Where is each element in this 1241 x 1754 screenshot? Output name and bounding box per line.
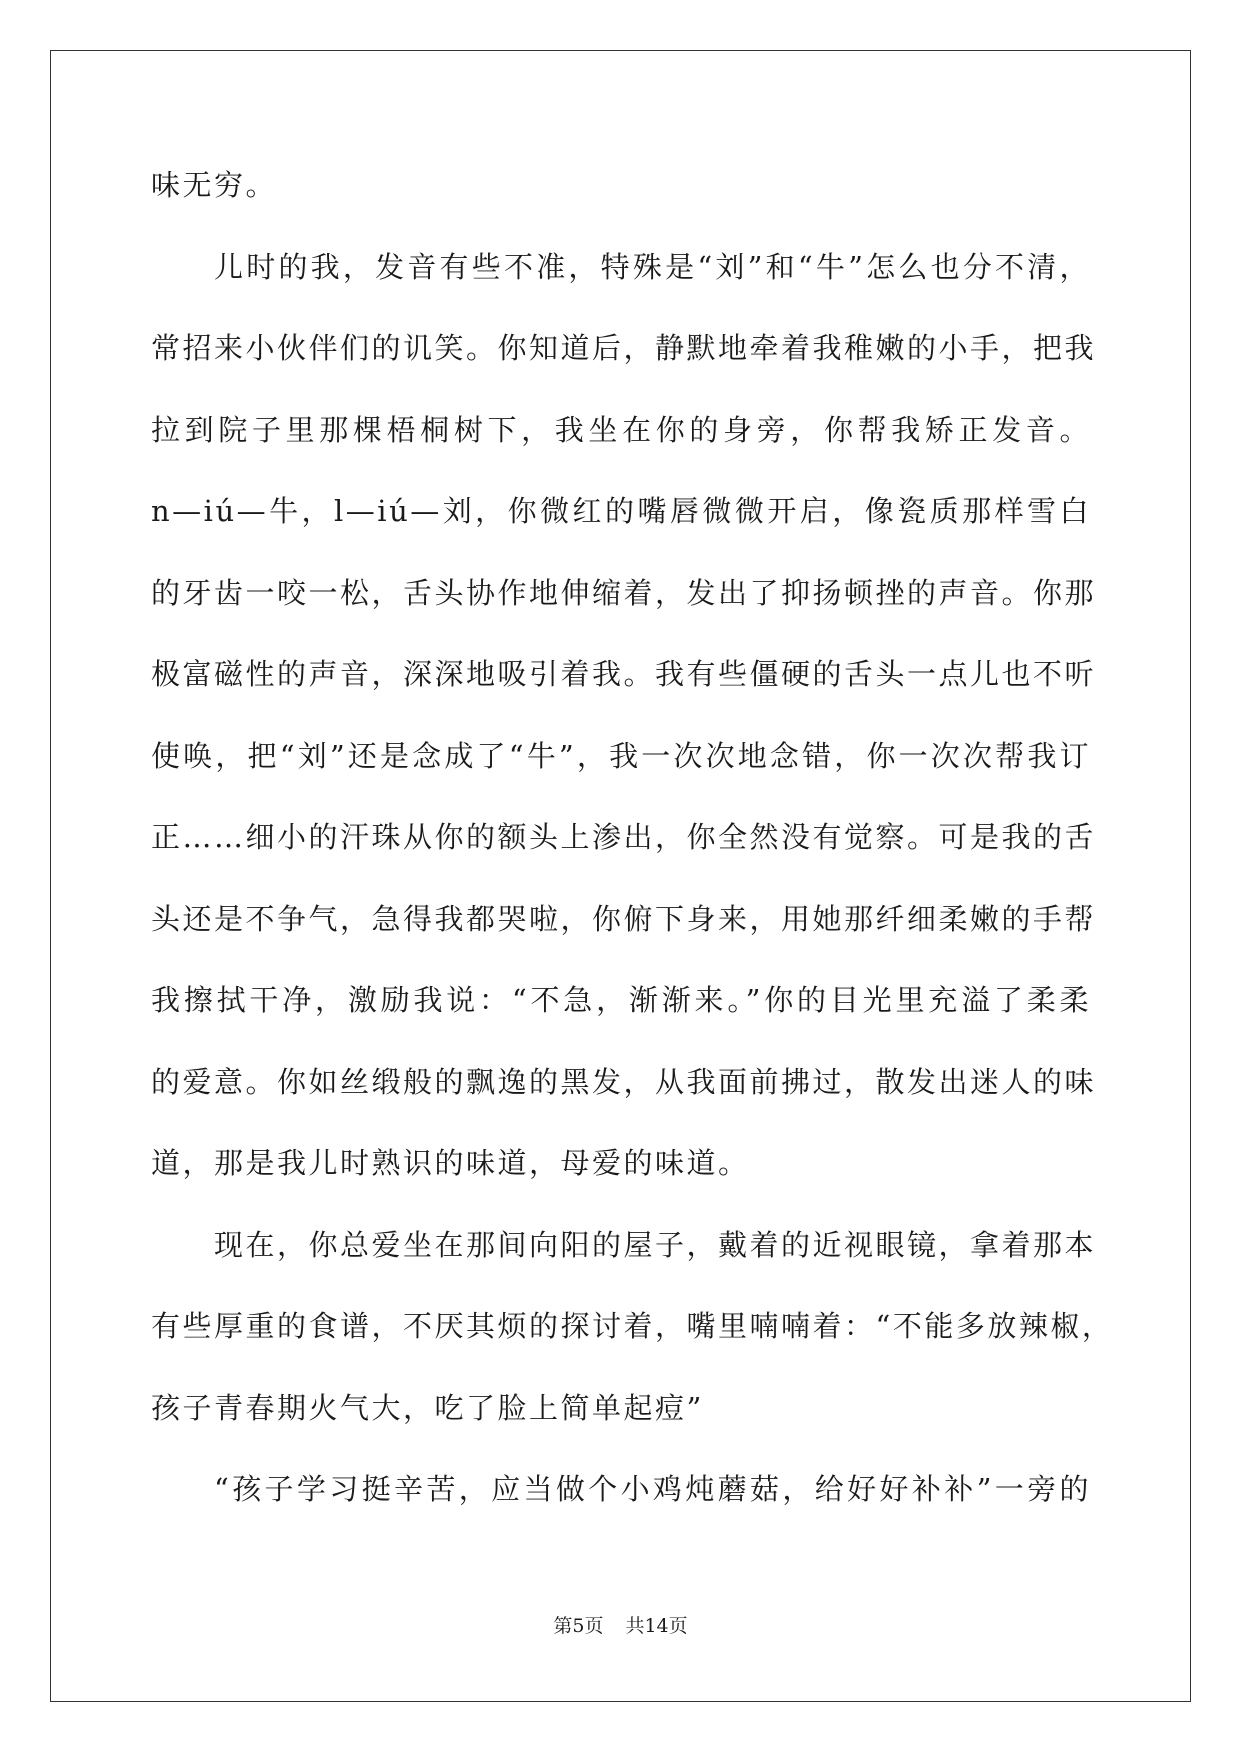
text-line: 孩子青春期火气大，吃了脸上简单起痘”	[151, 1390, 704, 1425]
text-line: 使唤，把“刘”还是念成了“牛”，我一次次地念错，你一次次帮我订	[151, 738, 1091, 773]
text-line: “孩子学习挺辛苦，应当做个小鸡炖蘑菇，给好好补补”一旁的	[214, 1472, 1091, 1506]
text-line: 我擦拭干净，激励我说：“不急，渐渐来。”你的目光里充溢了柔柔	[151, 983, 1091, 1017]
text-line: 的爱意。你如丝缎般的飘逸的黑发，从我面前拂过，散发出迷人的味	[151, 1064, 1097, 1099]
page-total: 共14页	[625, 1615, 688, 1637]
page-number: 第5页	[553, 1615, 604, 1637]
text-line: 的牙齿一咬一松，舌头协作地伸缩着，发出了抑扬顿挫的声音。你那	[151, 575, 1097, 610]
text-line: n—iú—牛，l—iú—刘，你微红的嘴唇微微开启，像瓷质那样雪白	[151, 494, 1091, 528]
text-line: 有些厚重的食谱，不厌其烦的探讨着，嘴里喃喃着：“不能多放辣椒，	[151, 1309, 1114, 1343]
text-line: 道，那是我儿时熟识的味道，母爱的味道。	[151, 1146, 750, 1180]
text-line: 拉到院子里那棵梧桐树下，我坐在你的身旁，你帮我矫正发音。	[151, 412, 1091, 447]
text-line: 味无穷。	[151, 168, 278, 202]
text-line: 正……细小的汗珠从你的额头上渗出，你全然没有觉察。可是我的舌	[151, 820, 1097, 854]
text-line: 现在，你总爱坐在那间向阳的屋子，戴着的近视眼镜，拿着那本	[214, 1227, 1097, 1262]
page-footer	[0, 1614, 1241, 1638]
text-line: 儿时的我，发音有些不准，特殊是“刘”和“牛”怎么也分不清，	[214, 249, 1091, 284]
text-line: 头还是不争气，急得我都哭啦，你俯下身来，用她那纤细柔嫩的手帮	[151, 901, 1097, 936]
document-body	[151, 160, 1114, 1546]
text-line: 常招来小伙伴们的讥笑。你知道后，静默地牵着我稚嫩的小手，把我	[151, 331, 1097, 365]
text-line: 极富磁性的声音，深深地吸引着我。我有些僵硬的舌头一点儿也不听	[151, 657, 1097, 691]
